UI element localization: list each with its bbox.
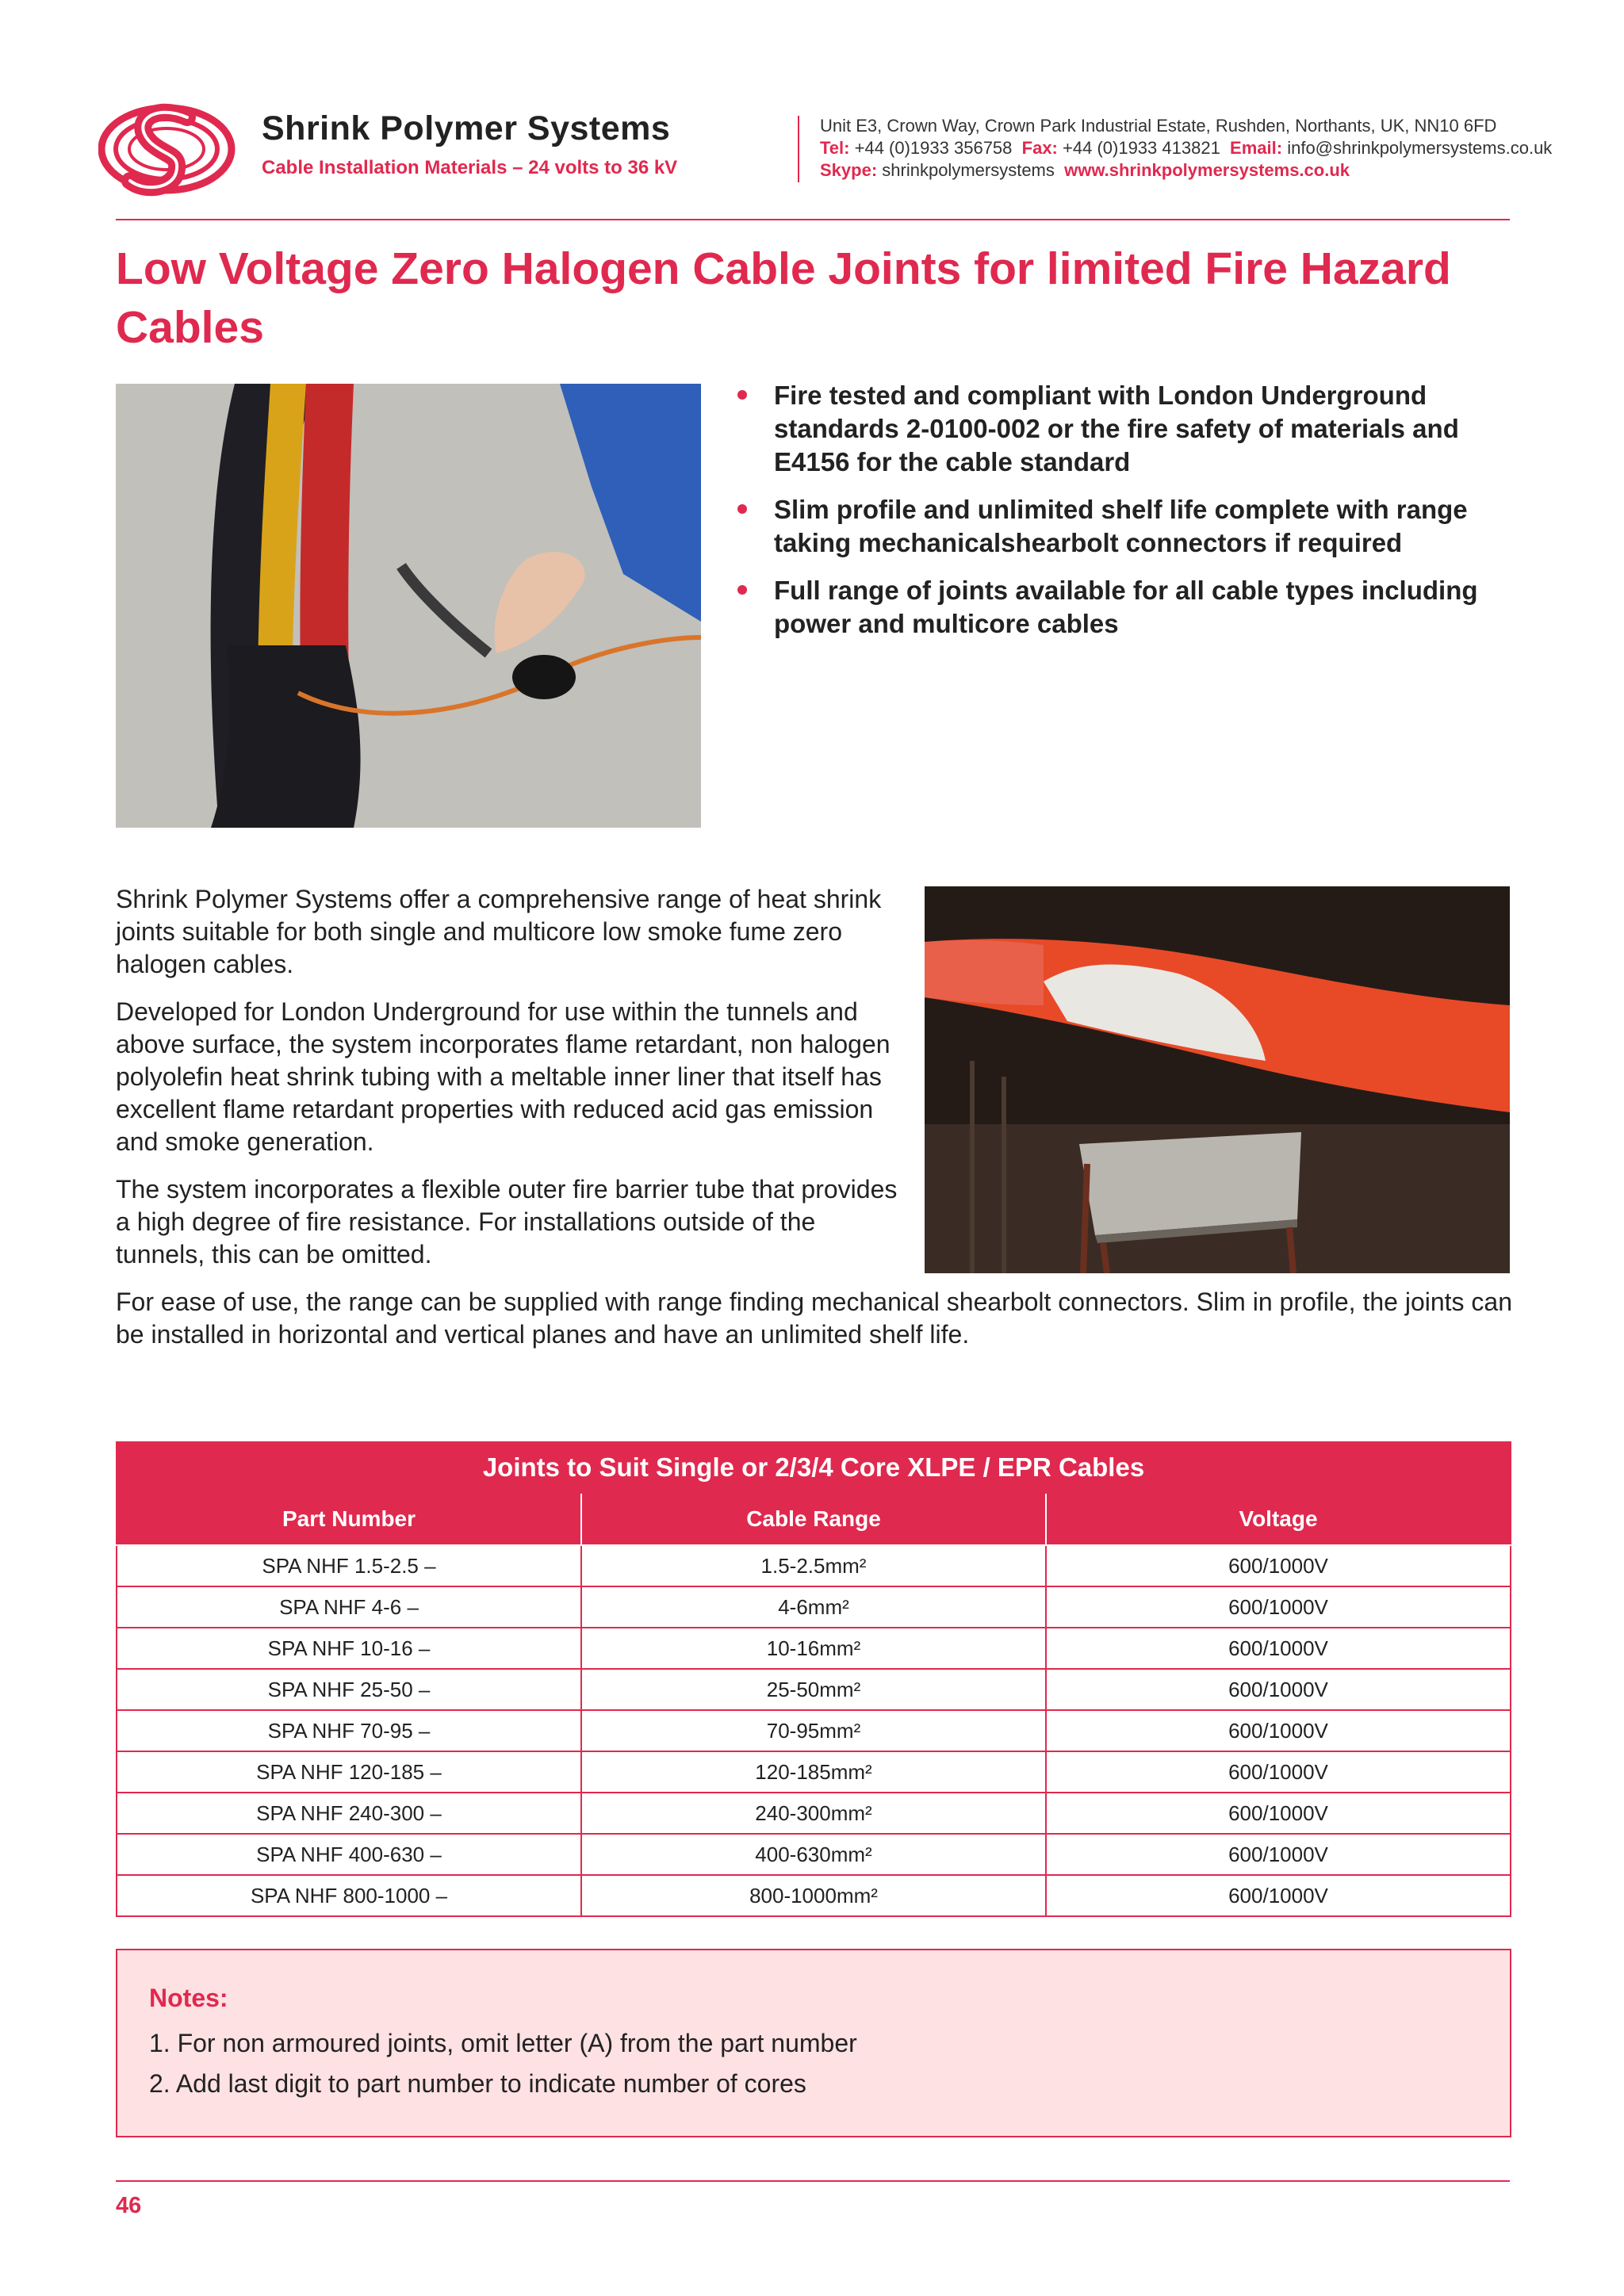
cable-range-cell: 25-50mm² (581, 1669, 1046, 1710)
contact-phone-line (820, 138, 1552, 159)
part-number-cell: SPA NHF 400-630 – (117, 1834, 581, 1875)
voltage-cell: 600/1000V (1046, 1875, 1511, 1916)
table-row (117, 1628, 1511, 1669)
fire-test-photo (925, 886, 1510, 1273)
body-paragraph: For ease of use, the range can be supplied with range finding mechanical shearbolt connectors. Slim in profile, the joints can be installed in horizontal and vertical planes and have an unlimited shelf life. (116, 1288, 1513, 1349)
voltage-cell: 600/1000V (1046, 1834, 1511, 1875)
cable-range-cell: 800-1000mm² (581, 1875, 1046, 1916)
part-number-cell: SPA NHF 120-185 – (117, 1751, 581, 1793)
table-row (117, 1834, 1511, 1875)
installation-photo (116, 384, 701, 828)
cable-range-cell: 1.5-2.5mm² (581, 1545, 1046, 1586)
table-row (117, 1586, 1511, 1628)
bullet-dot-icon (737, 585, 747, 595)
cable-range-cell: 400-630mm² (581, 1834, 1046, 1875)
fax-label: Fax: (1021, 138, 1058, 158)
header-rule (116, 219, 1510, 220)
table-row (117, 1710, 1511, 1751)
brand-name: Shrink Polymer Systems (262, 109, 671, 147)
skype-label: Skype: (820, 160, 878, 180)
notes-box (116, 1949, 1511, 2137)
tel-label: Tel: (820, 138, 850, 158)
bullet-dot-icon (737, 390, 747, 400)
body-paragraph: The system incorporates a flexible outer fire barrier tube that provides a high degree of fire resistance. For installations outside of the tunnels, this can be omitted. (116, 1175, 898, 1269)
column-header-cable-range: Cable Range (581, 1493, 1046, 1545)
part-number-cell: SPA NHF 10-16 – (117, 1628, 581, 1669)
header-divider (798, 116, 799, 182)
email-value[interactable]: info@shrinkpolymersystems.co.uk (1287, 138, 1553, 158)
table-row (117, 1751, 1511, 1793)
part-number-cell: SPA NHF 240-300 – (117, 1793, 581, 1834)
cable-range-cell: 120-185mm² (581, 1751, 1046, 1793)
body-paragraph: Shrink Polymer Systems offer a comprehensive range of heat shrink joints suitable for both single and multicore low smoke fume zero halogen cables. (116, 885, 882, 978)
page-title: Low Voltage Zero Halogen Cable Joints for limited Fire Hazard Cables (116, 243, 1451, 353)
part-number-cell: SPA NHF 800-1000 – (117, 1875, 581, 1916)
feature-bullet: Slim profile and unlimited shelf life complete with range taking mechanicalshearbolt connectors if required (736, 493, 1521, 560)
table-caption: Joints to Suit Single or 2/3/4 Core XLPE / EPR Cables (117, 1442, 1511, 1493)
table-row (117, 1669, 1511, 1710)
part-number-cell: SPA NHF 1.5-2.5 – (117, 1545, 581, 1586)
contact-skype-line (820, 160, 1350, 181)
voltage-cell: 600/1000V (1046, 1793, 1511, 1834)
part-number-cell: SPA NHF 25-50 – (117, 1669, 581, 1710)
cable-range-cell: 70-95mm² (581, 1710, 1046, 1751)
voltage-cell: 600/1000V (1046, 1545, 1511, 1586)
cable-range-cell: 240-300mm² (581, 1793, 1046, 1834)
brand-tagline: Cable Installation Materials – 24 volts to 36 kV (262, 157, 678, 178)
column-header-voltage: Voltage (1046, 1493, 1511, 1545)
footer-rule (116, 2180, 1510, 2182)
note-item: 1. For non armoured joints, omit letter (A) from the part number (149, 2029, 857, 2057)
company-address: Unit E3, Crown Way, Crown Park Industrial Estate, Rushden, Northants, UK, NN10 6FD (820, 116, 1497, 136)
notes-title: Notes: (149, 1984, 228, 2012)
skype-value: shrinkpolymersystems (882, 160, 1055, 180)
table-row (117, 1545, 1511, 1586)
body-paragraph: Developed for London Underground for use within the tunnels and above surface, the system incorporates flame retardant, non halogen polyolefin heat shrink tubing with a meltable inner liner that itself has excellent flame retardant properties with reduced acid gas emission and smoke generation. (116, 997, 891, 1156)
note-item: 2. Add last digit to part number to indicate number of cores (149, 2069, 806, 2098)
voltage-cell: 600/1000V (1046, 1586, 1511, 1628)
bullet-dot-icon (737, 504, 747, 514)
part-number-cell: SPA NHF 4-6 – (117, 1586, 581, 1628)
fax-value: +44 (0)1933 413821 (1063, 138, 1220, 158)
column-header-part-number: Part Number (117, 1493, 581, 1545)
part-number-cell: SPA NHF 70-95 – (117, 1710, 581, 1751)
table-row (117, 1793, 1511, 1834)
website-link[interactable]: www.shrinkpolymersystems.co.uk (1064, 160, 1350, 180)
page-number: 46 (116, 2193, 142, 2218)
feature-bullet: Fire tested and compliant with London Underground standards 2-0100-002 or the fire safety of materials and E4156 for the cable standard (736, 379, 1521, 479)
cable-range-cell: 4-6mm² (581, 1586, 1046, 1628)
sps-logo-icon (98, 98, 241, 198)
voltage-cell: 600/1000V (1046, 1710, 1511, 1751)
voltage-cell: 600/1000V (1046, 1669, 1511, 1710)
notes-list (149, 2023, 857, 2104)
voltage-cell: 600/1000V (1046, 1628, 1511, 1669)
cable-range-cell: 10-16mm² (581, 1628, 1046, 1669)
email-label: Email: (1230, 138, 1283, 158)
voltage-cell: 600/1000V (1046, 1751, 1511, 1793)
table-row (117, 1875, 1511, 1916)
joints-spec-table (116, 1441, 1511, 1917)
feature-bullet-list (736, 379, 1521, 655)
feature-bullet: Full range of joints available for all cable types including power and multicore cables (736, 574, 1521, 641)
tel-value: +44 (0)1933 356758 (854, 138, 1013, 158)
